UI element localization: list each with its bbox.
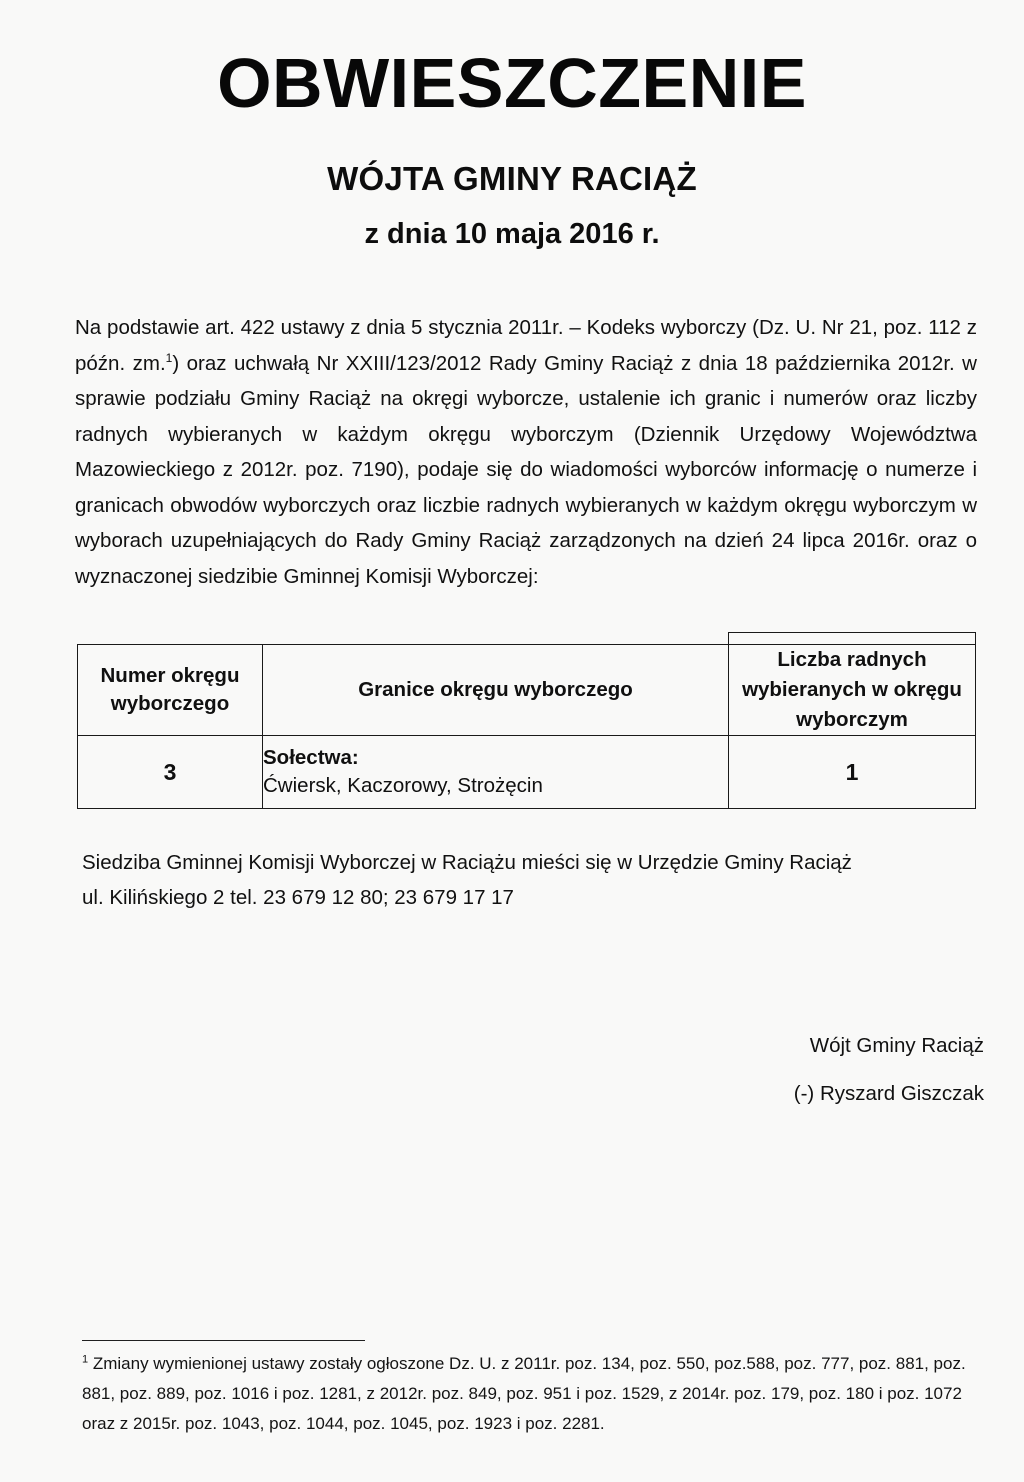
footnote-text: Zmiany wymienionej ustawy zostały ogłoszone Dz. U. z 2011r. poz. 134, poz. 550, poz.588, poz. 777, poz. 881, poz. 881, poz. 889, poz. 1016 i poz. 1281, z 2012r. poz. 849, poz. 951 i poz. 1529, z 2014r. poz. 179, poz. 180 i poz. 1072 oraz z 2015r. poz. 1043, poz. 1044, poz. 1045, poz. 1923 i poz. 2281. [82,1354,966,1433]
table-header-district-number: Numer okręgu wyborczego [78,645,263,736]
cell-councillor-count: 1 [729,736,976,809]
table-row [78,736,976,809]
commission-address-block [82,845,982,915]
table-header-district-borders: Granice okręgu wyborczego [263,645,729,736]
document-subtitle: WÓJTA GMINY RACIĄŻ [327,160,697,197]
shim-cell-middle [263,633,729,645]
electoral-districts-table-wrapper [77,632,975,809]
table-header-shim-row [78,633,976,645]
footnote-separator [82,1340,365,1341]
page-title: OBWIESZCZENIE [217,44,807,122]
body-text-part-1: Na podstawie art. 422 ustawy z dnia 5 stycznia 2011r. – Kodeks wyborczy (Dz. U. Nr 21, poz. 112 z późn. zm. [75,316,977,375]
footnote-marker: 1 [82,1353,89,1366]
address-line-1: Siedziba Gminnej Komisji Wyborczej w Raciążu mieści się w Urzędzie Gminy Raciąż [82,851,852,874]
signature-role: Wójt Gminy Raciąż [809,1034,984,1057]
shim-cell-left [78,633,263,645]
cell-district-number: 3 [78,736,263,809]
document-date: z dnia 10 maja 2016 r. [364,218,660,250]
cell-borders-list: Ćwiersk, Kaczorowy, Strożęcin [263,774,543,797]
electoral-districts-table [77,632,976,809]
signature-block [0,1022,984,1118]
footnote-block [82,1349,982,1439]
body-paragraph [75,310,977,594]
shim-cell-right [729,633,976,645]
address-line-2: ul. Kilińskiego 2 tel. 23 679 12 80; 23 679 17 17 [82,886,514,909]
cell-borders-label: Sołectwa: [263,746,359,769]
table-header-row [78,645,976,736]
footnote-reference-marker: 1 [165,350,173,365]
cell-district-borders [263,736,729,809]
signature-name: (-) Ryszard Giszczak [793,1082,984,1105]
table-header-councillor-count: Liczba radnych wybieranych w okręgu wyborczym [729,645,976,736]
body-text-part-2: ) oraz uchwałą Nr XXIII/123/2012 Rady Gminy Raciąż z dnia 18 października 2012r. w sprawie podziału Gminy Raciąż na okręgi wyborcze, ustalenie ich granic i numerów oraz liczby radnych wybieranych w każdym okręgu wyborczym (Dziennik Urzędowy Województwa Mazowieckiego z 2012r. poz. 7190), podaje się do wiadomości wyborców informację o numerze i granicach obwodów wyborczych oraz liczbie radnych wybieranych w każdym okręgu wyborczym w wyborach uzupełniających do Rady Gminy Raciąż zarządzonych na dzień 24 lipca 2016r. oraz o wyznaczonej siedzibie Gminnej Komisji Wyborczej: [75,351,977,588]
